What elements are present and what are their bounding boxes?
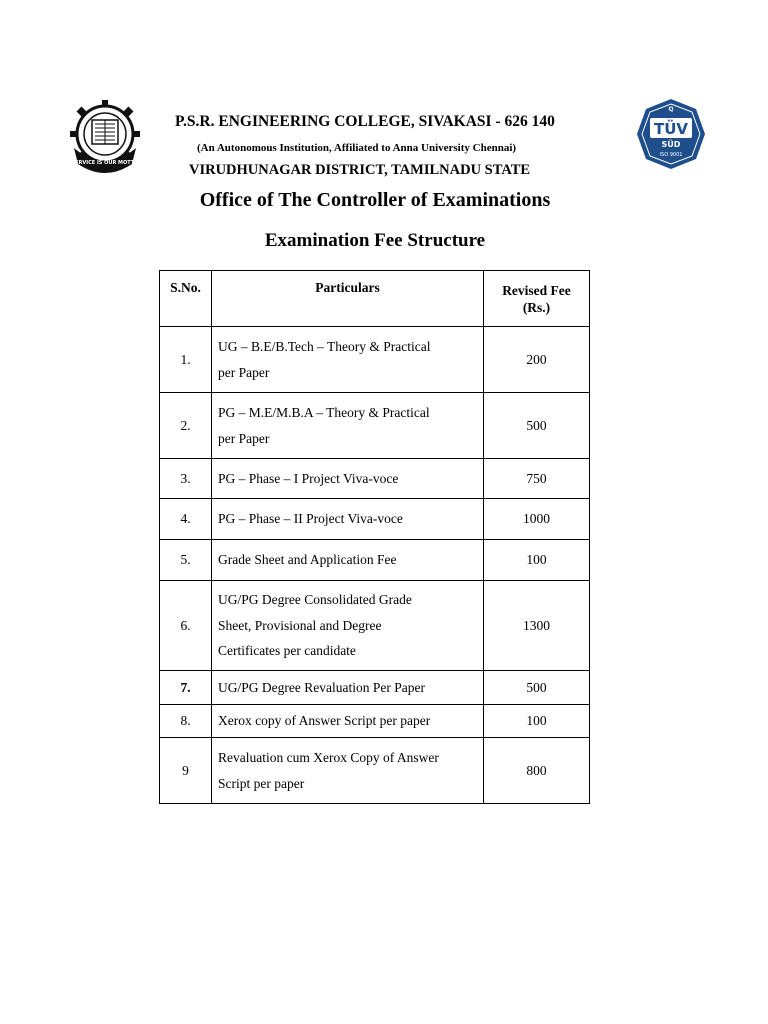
row-sno: 4. (160, 499, 212, 540)
row-sno: 9 (160, 738, 212, 804)
header-particulars: Particulars (212, 271, 484, 327)
row-fee: 200 (484, 327, 590, 393)
particulars-line: Xerox copy of Answer Script per paper (218, 713, 431, 729)
fee-structure-table (159, 270, 590, 804)
table-row (160, 540, 590, 581)
row-particulars (212, 499, 484, 540)
college-motto: SERVICE IS OUR MOTTO (71, 160, 139, 166)
fee-table-body (160, 327, 590, 804)
table-row (160, 671, 590, 705)
particulars-line: PG – Phase – II Project Viva-voce (218, 511, 403, 527)
particulars-line: PG – Phase – I Project Viva-voce (218, 470, 399, 486)
row-sno: 8. (160, 705, 212, 738)
row-sno: 2. (160, 393, 212, 459)
particulars-line: Grade Sheet and Application Fee (218, 552, 397, 568)
row-sno: 1. (160, 327, 212, 393)
row-particulars (212, 705, 484, 738)
office-heading: Office of The Controller of Examinations (199, 189, 551, 211)
header-sno: S.No. (160, 271, 212, 327)
particulars-line: Sheet, Provisional and Degree (218, 617, 382, 633)
row-fee: 100 (484, 540, 590, 581)
row-particulars (212, 393, 484, 459)
table-header-row (160, 271, 590, 327)
row-fee: 100 (484, 705, 590, 738)
document-title: Examination Fee Structure (264, 230, 486, 251)
tuv-sud: SÜD (661, 140, 681, 149)
row-sno: 6. (160, 581, 212, 671)
particulars-line: PG – M.E/M.B.A – Theory & Practical (218, 405, 430, 420)
particulars-line: Certificates per candidate (218, 643, 356, 659)
tuv-badge-icon (636, 98, 706, 170)
table-row (160, 459, 590, 499)
particulars-line: Revaluation cum Xerox Copy of Answer (218, 750, 439, 765)
header-revised-fee (484, 271, 590, 327)
table-row (160, 499, 590, 540)
tuv-mark: TÜV (653, 120, 689, 138)
particulars-line: UG/PG Degree Consolidated Grade (218, 592, 412, 608)
row-particulars (212, 581, 484, 671)
row-sno: 3. (160, 459, 212, 499)
table-row (160, 393, 590, 459)
row-fee: 1300 (484, 581, 590, 671)
row-particulars (212, 540, 484, 581)
particulars-line: UG/PG Degree Revaluation Per Paper (218, 679, 425, 695)
row-fee: 800 (484, 738, 590, 804)
particulars-line: UG – B.E/B.Tech – Theory & Practical (218, 339, 431, 354)
row-sno: 7. (160, 671, 212, 705)
row-fee: 500 (484, 393, 590, 459)
college-district: VIRUDHUNAGAR DISTRICT, TAMILNADU STATE (189, 162, 531, 178)
college-affiliation: (An Autonomous Institution, Affiliated to Anna University Chennai) (197, 142, 517, 154)
table-row (160, 705, 590, 738)
particulars-line: Script per paper (218, 775, 305, 791)
particulars-line: per Paper (218, 430, 270, 446)
header-revised-fee-line2: (Rs.) (522, 299, 551, 315)
row-fee: 750 (484, 459, 590, 499)
college-emblem (64, 98, 146, 174)
table-row (160, 581, 590, 671)
tuv-certification-logo (636, 98, 706, 170)
table-row (160, 327, 590, 393)
tuv-q-mark: Q (668, 106, 674, 113)
tuv-iso: ISO 9001 (659, 152, 683, 158)
header-revised-fee-line1: Revised Fee (502, 282, 571, 298)
row-particulars (212, 327, 484, 393)
college-emblem-icon (64, 98, 146, 174)
row-fee: 1000 (484, 499, 590, 540)
row-particulars (212, 671, 484, 705)
row-particulars (212, 459, 484, 499)
college-name: P.S.R. ENGINEERING COLLEGE, SIVAKASI - 626 140 (175, 113, 555, 130)
row-sno: 5. (160, 540, 212, 581)
table-row (160, 738, 590, 804)
particulars-line: per Paper (218, 364, 270, 380)
row-particulars (212, 738, 484, 804)
row-fee: 500 (484, 671, 590, 705)
